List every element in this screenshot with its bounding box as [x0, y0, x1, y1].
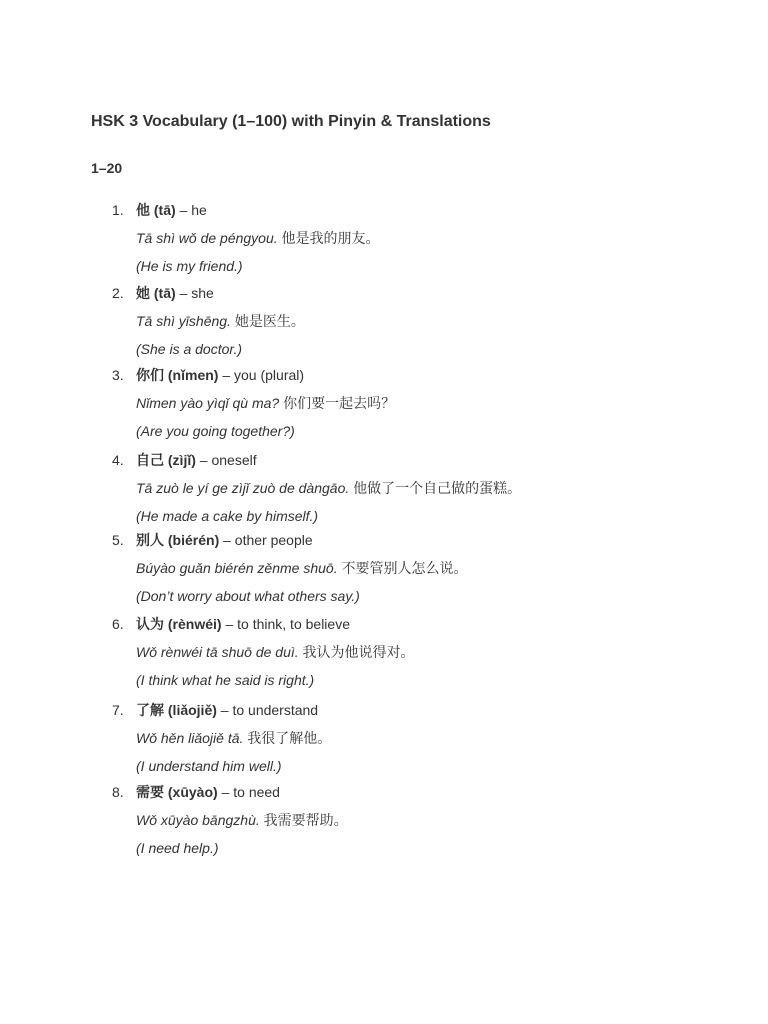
- entry-pinyin: (zìjǐ): [167, 452, 196, 468]
- example-hanzi: 我很了解他。: [243, 730, 332, 746]
- entry-number: 8.: [112, 784, 124, 800]
- entry-meaning: – other people: [219, 532, 313, 548]
- entry-number: 5.: [112, 532, 124, 548]
- entry-headword: [136, 700, 318, 720]
- entry-example: [136, 393, 395, 413]
- entry-word: 别人: [136, 532, 164, 548]
- entry-meaning: – he: [175, 202, 207, 218]
- entry-example: [136, 311, 305, 331]
- example-hanzi: 她是医生。: [230, 313, 305, 329]
- entry-meaning: – she: [175, 285, 214, 301]
- entry-pinyin: (tā): [153, 285, 176, 301]
- entry-headword: [136, 450, 257, 470]
- entry-number: 6.: [112, 616, 124, 632]
- entry-translation: (He made a cake by himself.): [136, 508, 319, 524]
- entry-word: 她: [136, 285, 150, 301]
- example-pinyin: Wǒ hěn liǎojiě tā.: [136, 730, 244, 746]
- entry-example: [136, 728, 331, 748]
- example-pinyin: Tā zuò le yí ge zìjǐ zuò de dàngāo.: [136, 480, 350, 496]
- entry-number: 2.: [112, 285, 124, 301]
- example-pinyin: Wǒ xūyào bāngzhù.: [136, 812, 260, 828]
- entry-headword: [136, 530, 313, 550]
- entry-headword: [136, 614, 350, 634]
- example-pinyin: Nǐmen yào yìqǐ qù ma?: [136, 395, 280, 411]
- entry-translation: (I understand him well.): [136, 758, 282, 774]
- entry-pinyin: (xūyào): [167, 784, 218, 800]
- entry-translation: (I think what he said is right.): [136, 672, 315, 688]
- example-hanzi: 你们要一起去吗？: [279, 395, 396, 411]
- example-pinyin: Tā shì yīshēng.: [136, 313, 231, 329]
- entry-example: [136, 228, 380, 248]
- entry-word: 自己: [136, 452, 164, 468]
- example-pinyin: Búyào guǎn biérén zěnme shuō.: [136, 560, 338, 576]
- entry-number: 4.: [112, 452, 124, 468]
- example-hanzi: 他是我的朋友。: [277, 230, 380, 246]
- entry-number: 3.: [112, 367, 124, 383]
- entry-translation: (She is a doctor.): [136, 341, 243, 357]
- entry-example: [136, 642, 415, 662]
- entry-number: 1.: [112, 202, 124, 218]
- entry-pinyin: (liǎojiě): [167, 702, 217, 718]
- entry-pinyin: (nǐmen): [167, 367, 219, 383]
- entry-word: 他: [136, 202, 150, 218]
- entry-pinyin: (tā): [153, 202, 176, 218]
- entry-translation: (Are you going together?): [136, 423, 295, 439]
- entry-meaning: – oneself: [195, 452, 257, 468]
- entry-pinyin: (biérén): [167, 532, 220, 548]
- entry-meaning: – you (plural): [218, 367, 305, 383]
- example-hanzi: 他做了一个自己做的蛋糕。: [349, 480, 522, 496]
- entry-word: 认为: [136, 616, 164, 632]
- entry-headword: [136, 365, 304, 385]
- document-title: HSK 3 Vocabulary (1–100) with Pinyin & Translations: [91, 113, 491, 130]
- example-hanzi: 不要管别人怎么说。: [337, 560, 468, 576]
- entry-meaning: – to need: [217, 784, 280, 800]
- entry-translation: (Don’t worry about what others say.): [136, 588, 360, 604]
- entry-meaning: – to understand: [216, 702, 319, 718]
- entry-translation: (He is my friend.): [136, 258, 243, 274]
- example-hanzi: 我认为他说得对。: [298, 644, 415, 660]
- entry-example: [136, 558, 467, 578]
- entry-headword: [136, 200, 207, 220]
- entry-example: [136, 478, 521, 498]
- entry-word: 了解: [136, 702, 164, 718]
- example-pinyin: Tā shì wǒ de péngyou.: [136, 230, 278, 246]
- entry-number: 7.: [112, 702, 124, 718]
- entry-pinyin: (rènwéi): [167, 616, 222, 632]
- entry-word: 你们: [136, 367, 164, 383]
- example-pinyin: Wǒ rènwéi tā shuō de duì.: [136, 644, 299, 660]
- entry-headword: [136, 283, 214, 303]
- example-hanzi: 我需要帮助。: [259, 812, 348, 828]
- entry-example: [136, 810, 348, 830]
- entry-translation: (I need help.): [136, 840, 219, 856]
- entry-word: 需要: [136, 784, 164, 800]
- entry-headword: [136, 782, 280, 802]
- section-heading: 1–20: [91, 160, 123, 176]
- entry-meaning: – to think, to believe: [221, 616, 350, 632]
